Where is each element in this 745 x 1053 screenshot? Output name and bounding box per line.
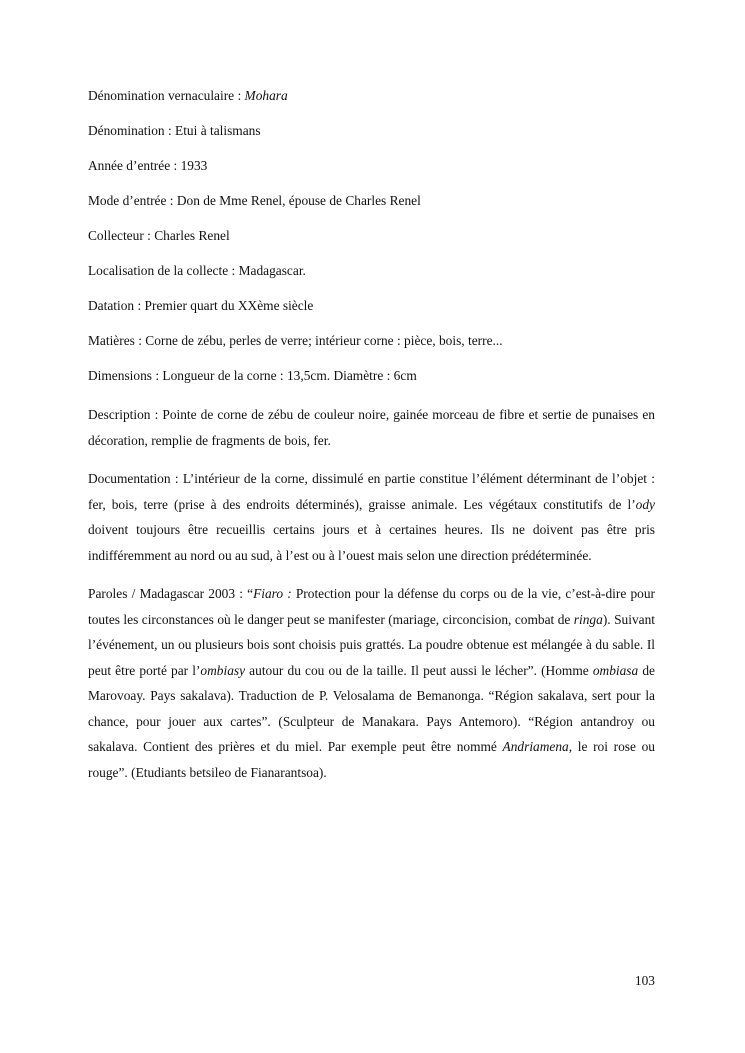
field-label: Dimensions : bbox=[88, 368, 163, 383]
field-denomination bbox=[88, 122, 655, 140]
field-label: Dénomination : bbox=[88, 123, 176, 138]
field-value: Don de Mme Renel, épouse de Charles Renel bbox=[176, 193, 421, 208]
paroles-italic-term: ombiasy bbox=[200, 662, 246, 678]
paroles-italic-term: ringa bbox=[573, 611, 603, 627]
field-label: Collecteur : bbox=[88, 228, 155, 243]
field-vernacular-name bbox=[88, 87, 655, 105]
field-collector bbox=[88, 227, 655, 245]
field-value: Etui à talismans bbox=[175, 123, 261, 138]
paroles-italic-term: Fiaro : bbox=[253, 586, 292, 601]
field-label: Année d’entrée : bbox=[88, 158, 181, 173]
field-entry-year bbox=[88, 157, 655, 175]
paroles-text: autour du cou ou de la taille. Il peut aussi le lécher”. (Homme bbox=[245, 662, 593, 678]
field-materials bbox=[88, 332, 655, 350]
field-value: Mohara bbox=[244, 88, 288, 103]
field-label: Mode d’entrée : bbox=[88, 193, 177, 208]
documentation-text: Documentation : L’intérieur de la corne, dissimulé en partie constitue l’élément déterminant de l’objet : fer, bois, terre (prise à des endroits déterminés), graisse animale. Les végétaux constitutifs de l’ bbox=[88, 471, 655, 512]
paroles-text: Paroles / Madagascar 2003 : “ bbox=[88, 586, 254, 601]
field-dimensions bbox=[88, 367, 655, 385]
paroles-italic-term: Andriamena bbox=[502, 739, 569, 754]
field-value: Corne de zébu, perles de verre; intérieur corne : pièce, bois, terre... bbox=[145, 333, 503, 348]
documentation-italic-term: ody bbox=[635, 496, 655, 512]
documentation-paragraph bbox=[88, 466, 655, 568]
field-dating bbox=[88, 297, 655, 315]
field-entry-mode bbox=[88, 192, 655, 210]
paroles-italic-term: ombiasa bbox=[592, 662, 639, 678]
field-value: 1933 bbox=[180, 158, 208, 173]
field-label: Localisation de la collecte : bbox=[88, 263, 239, 278]
field-location bbox=[88, 262, 655, 280]
paroles-text: , le roi rose ou rouge”. (Etudiants betsileo de Fianarantsoa). bbox=[88, 739, 655, 780]
paroles-text: Protection pour la défense du corps ou de la vie, c’est-à-dire pour toutes les circonstances où le danger peut se manifester (mariage, circoncision, combat de bbox=[88, 586, 655, 627]
description-paragraph: Description : Pointe de corne de zébu de couleur noire, gainée morceau de fibre et sertie de punaises en décoration, remplie de fragments de bois, fer. bbox=[88, 407, 655, 448]
page-number: 103 bbox=[634, 973, 655, 988]
field-label: Matières : bbox=[88, 333, 146, 348]
catalog-entry bbox=[88, 87, 655, 798]
paroles-text: ). Suivant l’événement, un ou plusieurs bois sont choisis puis grattés. La poudre obtenue est mélangée à du sable. Il peut être porté par l’ bbox=[88, 611, 656, 678]
field-value: Longueur de la corne : 13,5cm. Diamètre : 6cm bbox=[162, 368, 417, 383]
documentation-text: doivent toujours être recueillis certains jours et à certaines heures. Ils ne doivent pas être pris indifféremment au nord ou au sud, à l’est ou à l’ouest mais selon une direction prédéterminée. bbox=[88, 522, 655, 563]
field-label: Datation : bbox=[88, 298, 145, 313]
field-value: Charles Renel bbox=[154, 228, 230, 243]
field-label: Dénomination vernaculaire : bbox=[88, 88, 245, 103]
paroles-paragraph bbox=[88, 581, 655, 785]
field-value: Premier quart du XXème siècle bbox=[144, 298, 314, 313]
paroles-text: de Marovoay. Pays sakalava). Traduction de P. Velosalama de Bemanonga. “Région sakalava, sert pour la chance, pour jouer aux cartes”. (Sculpteur de Manakara. Pays Antemoro). “Région antandroy ou sakalava. Contient des prières et du miel. Par exemple peut être nommé bbox=[88, 662, 655, 754]
field-value: Madagascar. bbox=[238, 263, 306, 278]
